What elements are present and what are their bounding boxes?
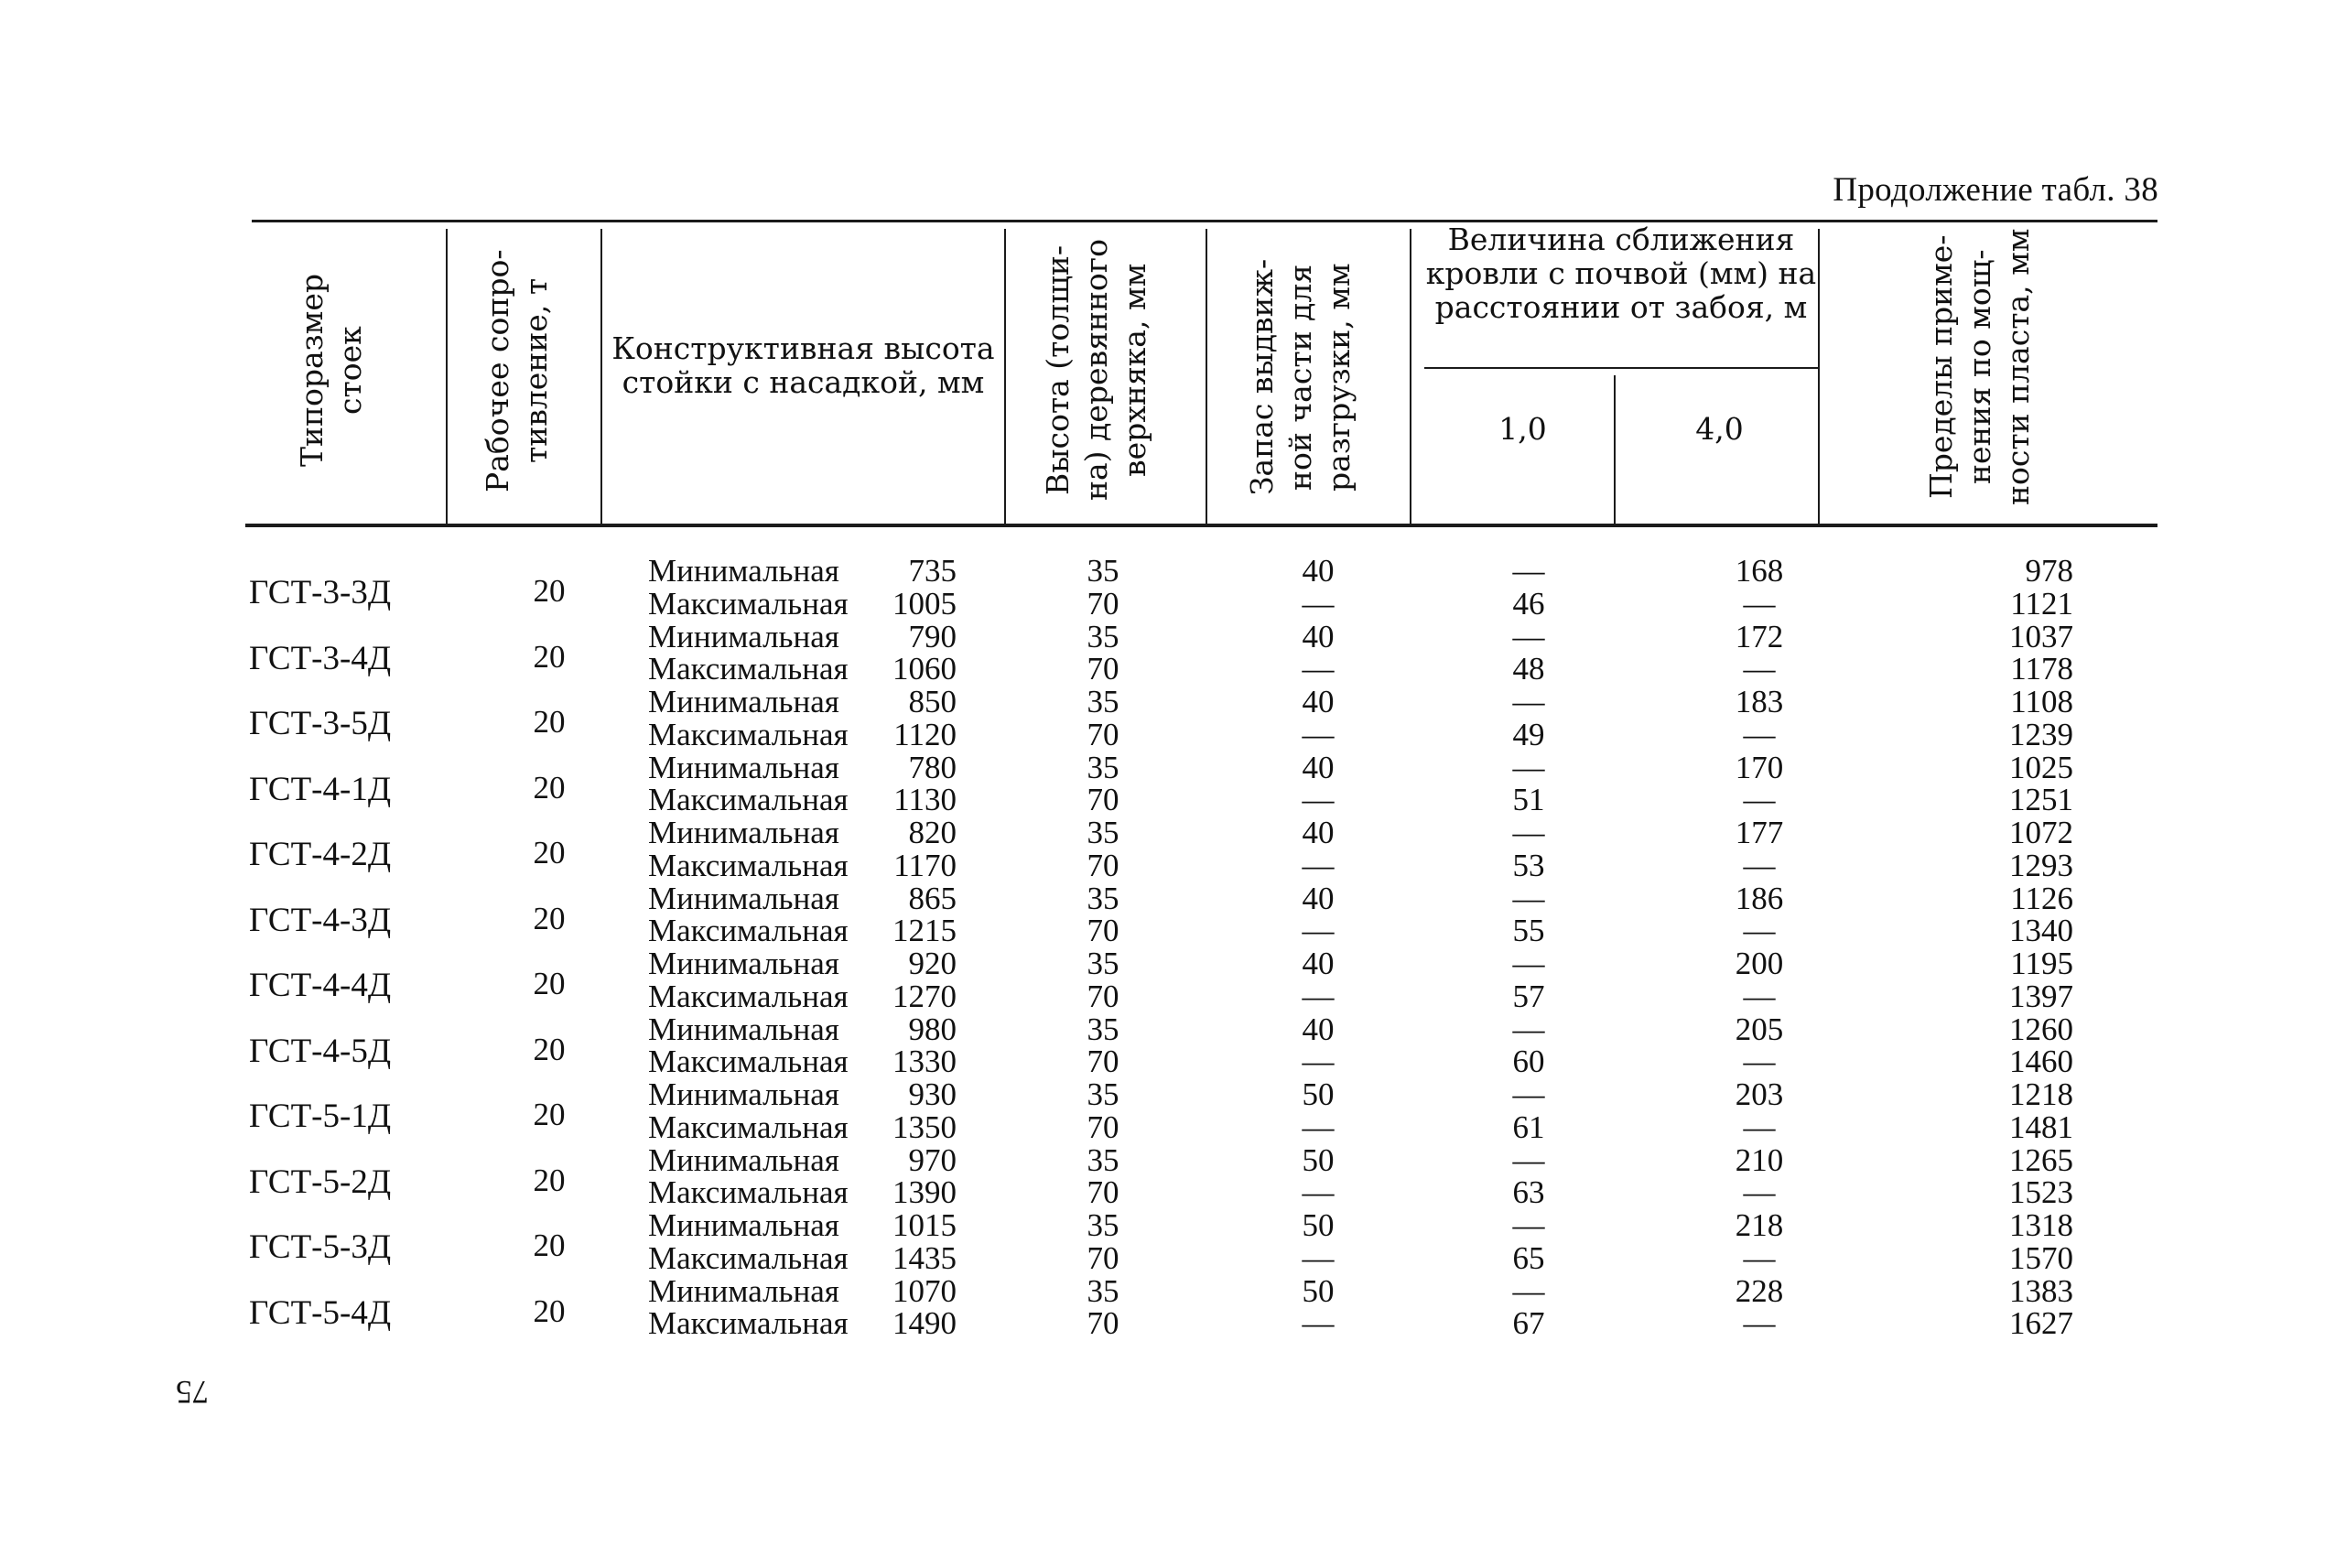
height-label-cell: Максимальная — [648, 782, 849, 818]
convergence-4m-cell: 228 — [1735, 1272, 1784, 1309]
table-row — [0, 1209, 2325, 1275]
height-label-cell: Максимальная — [648, 978, 849, 1014]
convergence-1m-cell: 49 — [1512, 716, 1545, 752]
height-label-cell: Минимальная — [648, 946, 839, 981]
wood-height-cell: 35 — [1087, 1141, 1119, 1178]
reserve-cell: — — [1302, 716, 1335, 752]
type-cell: ГСТ-5-3Д — [249, 1228, 392, 1266]
convergence-4m-cell: 170 — [1735, 749, 1784, 785]
resistance-cell: 20 — [533, 704, 566, 740]
max-subrow — [0, 716, 2325, 752]
height-label-cell: Максимальная — [648, 1174, 849, 1211]
min-subrow — [0, 1141, 2325, 1178]
convergence-1m-cell: — — [1512, 880, 1545, 916]
limits-cell: 1460 — [2009, 1044, 2073, 1080]
wood-height-cell: 70 — [1087, 1108, 1119, 1145]
height-label-cell: Минимальная — [648, 880, 839, 916]
wood-height-cell: 70 — [1087, 978, 1119, 1014]
table-row — [0, 1078, 2325, 1144]
min-subrow — [0, 1209, 2325, 1242]
max-subrow — [0, 585, 2325, 622]
limits-cell: 1178 — [2010, 651, 2073, 687]
convergence-1m-cell: 60 — [1512, 1044, 1545, 1080]
height-value-cell: 790 — [908, 618, 957, 654]
min-subrow — [0, 555, 2325, 588]
convergence-1m-cell: — — [1512, 1207, 1545, 1243]
resistance-cell: 20 — [533, 1097, 566, 1132]
type-cell: ГСТ-4-1Д — [249, 770, 392, 808]
max-subrow — [0, 1307, 2325, 1340]
wood-height-cell: 35 — [1087, 1076, 1119, 1112]
header-reserve: Запас выдвиж-ной части для разгрузки, мм — [1244, 258, 1357, 496]
max-subrow — [0, 849, 2325, 882]
wood-height-cell: 35 — [1087, 749, 1119, 785]
table-row — [0, 618, 2325, 687]
wood-height-cell: 35 — [1087, 946, 1119, 981]
convergence-1m-cell: 65 — [1512, 1239, 1545, 1276]
resistance-cell: 20 — [533, 966, 566, 1001]
convergence-subheader-rule — [1424, 367, 1818, 369]
table-row — [0, 1141, 2325, 1211]
convergence-4m-cell: — — [1743, 1174, 1776, 1211]
header-distance-4: 4,0 — [1695, 411, 1744, 447]
limits-cell: 1265 — [2009, 1141, 2073, 1178]
limits-cell: 1121 — [2010, 585, 2073, 622]
convergence-4m-cell: — — [1743, 585, 1776, 622]
reserve-cell: — — [1302, 913, 1335, 949]
wood-height-cell: 70 — [1087, 1044, 1119, 1080]
convergence-4m-cell: 205 — [1735, 1011, 1784, 1047]
max-subrow — [0, 784, 2325, 816]
min-subrow — [0, 618, 2325, 654]
wood-height-cell: 35 — [1087, 553, 1119, 589]
convergence-4m-cell: — — [1743, 913, 1776, 949]
wood-height-cell: 35 — [1087, 618, 1119, 654]
height-label-cell: Максимальная — [648, 1305, 849, 1342]
wood-height-cell: 70 — [1087, 585, 1119, 622]
min-subrow — [0, 1078, 2325, 1111]
height-label-cell: Минимальная — [648, 815, 839, 850]
wood-height-cell: 70 — [1087, 651, 1119, 687]
height-label-cell: Максимальная — [648, 1044, 849, 1080]
limits-cell: 1627 — [2009, 1305, 2073, 1342]
type-cell: ГСТ-4-4Д — [249, 967, 392, 1004]
convergence-4m-cell: 218 — [1735, 1207, 1784, 1243]
wood-height-cell: 35 — [1087, 815, 1119, 850]
convergence-1m-cell: — — [1512, 684, 1545, 719]
reserve-cell: — — [1302, 847, 1335, 883]
type-cell: ГСТ-5-2Д — [249, 1162, 392, 1201]
column-divider — [600, 229, 602, 524]
limits-cell: 1108 — [2010, 684, 2073, 719]
wood-height-cell: 35 — [1087, 1207, 1119, 1243]
convergence-4m-cell: — — [1743, 847, 1776, 883]
wood-height-cell: 35 — [1087, 684, 1119, 719]
table-row — [0, 816, 2325, 882]
reserve-cell: 50 — [1302, 1141, 1335, 1178]
resistance-cell: 20 — [533, 573, 566, 609]
height-value-cell: 970 — [908, 1141, 957, 1178]
height-label-cell: Минимальная — [648, 749, 839, 785]
table-row — [0, 1272, 2325, 1342]
reserve-cell: 40 — [1302, 618, 1335, 654]
resistance-cell: 20 — [533, 835, 566, 871]
height-value-cell: 920 — [908, 946, 957, 981]
convergence-4m-cell: 183 — [1735, 684, 1784, 719]
limits-cell: 1126 — [2010, 880, 2073, 916]
column-divider — [446, 229, 448, 524]
limits-cell: 1570 — [2009, 1239, 2073, 1276]
height-label-cell: Максимальная — [648, 585, 849, 622]
convergence-1m-cell: 61 — [1512, 1108, 1545, 1145]
type-cell: ГСТ-3-4Д — [249, 639, 392, 677]
wood-height-cell: 35 — [1087, 1272, 1119, 1309]
limits-cell: 1481 — [2009, 1108, 2073, 1145]
convergence-1m-cell: 46 — [1512, 585, 1545, 622]
height-value-cell: 735 — [908, 553, 957, 589]
max-subrow — [0, 980, 2325, 1013]
convergence-4m-cell: 168 — [1735, 553, 1784, 589]
convergence-4m-cell: — — [1743, 1239, 1776, 1276]
type-cell: ГСТ-4-2Д — [249, 836, 392, 873]
reserve-cell: — — [1302, 1108, 1335, 1145]
convergence-1m-cell: 57 — [1512, 978, 1545, 1014]
height-value-cell: 1130 — [893, 782, 957, 818]
table-row — [0, 882, 2325, 948]
max-subrow — [0, 1108, 2325, 1145]
type-cell: ГСТ-3-5Д — [249, 705, 392, 742]
reserve-cell: — — [1302, 1174, 1335, 1211]
column-divider — [1206, 229, 1207, 524]
height-value-cell: 1390 — [892, 1174, 957, 1211]
page-number: 75 — [176, 1374, 209, 1411]
limits-cell: 1239 — [2009, 716, 2073, 752]
reserve-cell: — — [1302, 782, 1335, 818]
header-wood-height: Высота (толщи-на) деревянного верхняка, мм — [1040, 239, 1152, 501]
min-subrow — [0, 882, 2325, 915]
height-value-cell: 1005 — [892, 585, 957, 622]
table-row — [0, 1013, 2325, 1079]
reserve-cell: 50 — [1302, 1076, 1335, 1112]
height-value-cell: 820 — [908, 815, 957, 850]
height-value-cell: 1015 — [892, 1207, 957, 1243]
header-distance-1: 1,0 — [1498, 411, 1547, 447]
wood-height-cell: 70 — [1087, 1305, 1119, 1342]
convergence-1m-cell: — — [1512, 1141, 1545, 1178]
height-label-cell: Максимальная — [648, 913, 849, 949]
reserve-cell: 40 — [1302, 815, 1335, 850]
height-value-cell: 1060 — [892, 651, 957, 687]
max-subrow — [0, 653, 2325, 686]
limits-cell: 978 — [2025, 553, 2073, 589]
table-row — [0, 749, 2325, 818]
min-subrow — [0, 749, 2325, 785]
reserve-cell: 40 — [1302, 946, 1335, 981]
height-label-cell: Максимальная — [648, 651, 849, 687]
convergence-4m-cell: — — [1743, 651, 1776, 687]
limits-cell: 1251 — [2009, 782, 2073, 818]
reserve-cell: 50 — [1302, 1207, 1335, 1243]
height-value-cell: 1490 — [892, 1305, 957, 1342]
table-body — [0, 555, 2325, 1340]
type-cell: ГСТ-4-5Д — [249, 1032, 392, 1070]
wood-height-cell: 70 — [1087, 782, 1119, 818]
type-cell: ГСТ-5-1Д — [249, 1098, 392, 1135]
limits-cell: 1037 — [2009, 618, 2073, 654]
height-label-cell: Минимальная — [648, 1207, 839, 1243]
wood-height-cell: 70 — [1087, 913, 1119, 949]
reserve-cell: — — [1302, 1305, 1335, 1342]
convergence-1m-cell: — — [1512, 1272, 1545, 1309]
min-subrow — [0, 686, 2325, 719]
convergence-1m-cell: — — [1512, 618, 1545, 654]
height-value-cell: 1435 — [892, 1239, 957, 1276]
limits-cell: 1195 — [2010, 946, 2073, 981]
resistance-cell: 20 — [533, 769, 566, 806]
height-label-cell: Максимальная — [648, 847, 849, 883]
resistance-cell: 20 — [533, 1292, 566, 1329]
height-label-cell: Минимальная — [648, 1011, 839, 1047]
convergence-4m-cell: — — [1743, 1044, 1776, 1080]
wood-height-cell: 35 — [1087, 1011, 1119, 1047]
reserve-cell: — — [1302, 1044, 1335, 1080]
height-value-cell: 1170 — [893, 847, 957, 883]
wood-height-cell: 70 — [1087, 1239, 1119, 1276]
height-value-cell: 1330 — [892, 1044, 957, 1080]
reserve-cell: — — [1302, 1239, 1335, 1276]
table-top-rule — [252, 220, 2157, 222]
height-label-cell: Максимальная — [648, 1108, 849, 1145]
limits-cell: 1260 — [2009, 1011, 2073, 1047]
wood-height-cell: 35 — [1087, 880, 1119, 916]
resistance-cell: 20 — [533, 1031, 566, 1067]
wood-height-cell: 70 — [1087, 847, 1119, 883]
header-convergence: Величина сближения кровли с почвой (мм) на расстоянии от забоя, м — [1425, 222, 1817, 325]
table-caption: Продолжение табл. 38 — [1833, 171, 2158, 209]
limits-cell: 1340 — [2009, 913, 2073, 949]
height-value-cell: 1070 — [892, 1272, 957, 1309]
reserve-cell: 40 — [1302, 749, 1335, 785]
height-value-cell: 930 — [908, 1076, 957, 1112]
wood-height-cell: 70 — [1087, 716, 1119, 752]
limits-cell: 1397 — [2009, 978, 2073, 1014]
table-row — [0, 555, 2325, 621]
header-limits: Пределы приме-нения по мощ-ности пласта, мм — [1923, 228, 2036, 506]
convergence-4m-cell: 186 — [1735, 880, 1784, 916]
convergence-4m-cell: — — [1743, 782, 1776, 818]
convergence-1m-cell: 63 — [1512, 1174, 1545, 1211]
type-cell: ГСТ-3-3Д — [249, 574, 392, 611]
convergence-1m-cell: 48 — [1512, 651, 1545, 687]
convergence-1m-cell: 55 — [1512, 913, 1545, 949]
header-height: Конструктивная высота стойки с насадкой, мм — [611, 330, 995, 400]
reserve-cell: 50 — [1302, 1272, 1335, 1309]
limits-cell: 1523 — [2009, 1174, 2073, 1211]
reserve-cell: 40 — [1302, 1011, 1335, 1047]
height-label-cell: Минимальная — [648, 1076, 839, 1112]
header-type: Типоразмер стоек — [294, 274, 368, 468]
height-label-cell: Минимальная — [648, 1272, 839, 1309]
height-label-cell: Максимальная — [648, 1239, 849, 1276]
min-subrow — [0, 1272, 2325, 1309]
convergence-4m-cell: — — [1743, 1108, 1776, 1145]
limits-cell: 1218 — [2009, 1076, 2073, 1112]
type-cell: ГСТ-5-4Д — [249, 1293, 392, 1332]
height-value-cell: 850 — [908, 684, 957, 719]
convergence-1m-cell: — — [1512, 553, 1545, 589]
convergence-1m-cell: 53 — [1512, 847, 1545, 883]
reserve-cell: 40 — [1302, 880, 1335, 916]
type-cell: ГСТ-4-3Д — [249, 901, 392, 939]
reserve-cell: 40 — [1302, 553, 1335, 589]
min-subrow — [0, 816, 2325, 849]
wood-height-cell: 70 — [1087, 1174, 1119, 1211]
convergence-1m-cell: — — [1512, 1076, 1545, 1112]
header-resistance: Рабочее сопро-тивление, т — [480, 249, 554, 492]
limits-cell: 1293 — [2009, 847, 2073, 883]
max-subrow — [0, 914, 2325, 947]
height-value-cell: 980 — [908, 1011, 957, 1047]
reserve-cell: — — [1302, 585, 1335, 622]
convergence-1m-cell: — — [1512, 815, 1545, 850]
column-divider — [1410, 229, 1411, 524]
reserve-cell: — — [1302, 978, 1335, 1014]
limits-cell: 1383 — [2009, 1272, 2073, 1309]
min-subrow — [0, 1013, 2325, 1046]
max-subrow — [0, 1239, 2325, 1276]
header-bottom-rule — [245, 524, 2157, 527]
height-value-cell: 865 — [908, 880, 957, 916]
convergence-1m-cell: — — [1512, 749, 1545, 785]
height-label-cell: Минимальная — [648, 684, 839, 719]
convergence-1m-cell: 51 — [1512, 782, 1545, 818]
convergence-1m-cell: 67 — [1512, 1305, 1545, 1342]
column-divider — [1004, 229, 1006, 524]
height-value-cell: 1270 — [892, 978, 957, 1014]
convergence-1m-cell: — — [1512, 946, 1545, 981]
convergence-4m-cell: 210 — [1735, 1141, 1784, 1178]
resistance-cell: 20 — [533, 900, 566, 936]
height-label-cell: Минимальная — [648, 553, 839, 589]
convergence-4m-cell: 172 — [1735, 618, 1784, 654]
table-row — [0, 947, 2325, 1013]
max-subrow — [0, 1045, 2325, 1078]
limits-cell: 1025 — [2009, 749, 2073, 785]
max-subrow — [0, 1176, 2325, 1209]
reserve-cell: 40 — [1302, 684, 1335, 719]
convergence-4m-cell: — — [1743, 716, 1776, 752]
reserve-cell: — — [1302, 651, 1335, 687]
convergence-4m-cell: 177 — [1735, 815, 1784, 850]
resistance-cell: 20 — [533, 1227, 566, 1263]
convergence-4m-cell: 200 — [1735, 946, 1784, 981]
height-label-cell: Минимальная — [648, 1141, 839, 1178]
column-divider — [1614, 375, 1616, 524]
column-divider — [1818, 229, 1820, 524]
resistance-cell: 20 — [533, 1162, 566, 1198]
height-value-cell: 1120 — [893, 716, 957, 752]
convergence-4m-cell: 203 — [1735, 1076, 1784, 1112]
convergence-1m-cell: — — [1512, 1011, 1545, 1047]
convergence-4m-cell: — — [1743, 978, 1776, 1014]
height-label-cell: Минимальная — [648, 618, 839, 654]
limits-cell: 1318 — [2009, 1207, 2073, 1243]
height-value-cell: 1215 — [892, 913, 957, 949]
table-row — [0, 686, 2325, 752]
limits-cell: 1072 — [2009, 815, 2073, 850]
resistance-cell: 20 — [533, 638, 566, 675]
min-subrow — [0, 947, 2325, 980]
height-value-cell: 780 — [908, 749, 957, 785]
height-label-cell: Максимальная — [648, 716, 849, 752]
convergence-4m-cell: — — [1743, 1305, 1776, 1342]
height-value-cell: 1350 — [892, 1108, 957, 1145]
